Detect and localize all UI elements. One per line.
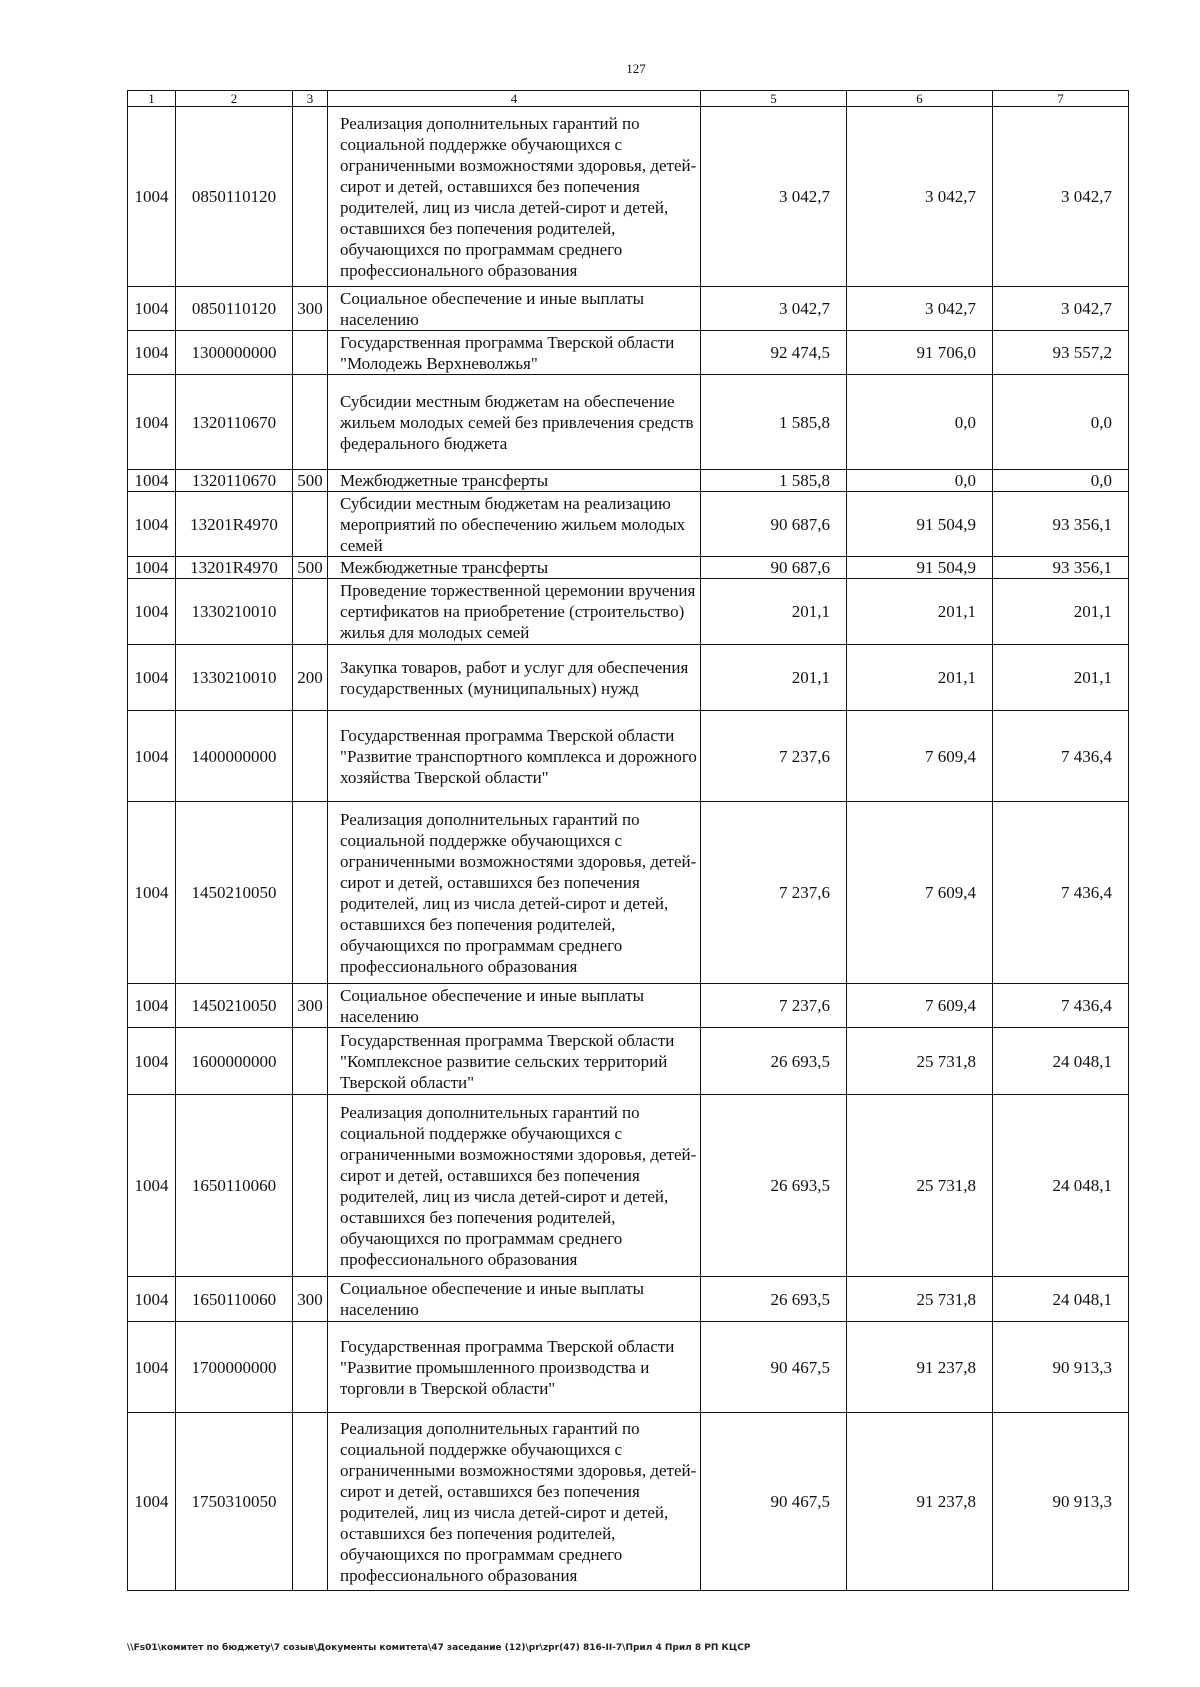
table-row <box>128 579 1129 645</box>
amount-year-1: 3 042,7 <box>701 107 847 287</box>
amount-year-1: 201,1 <box>701 579 847 645</box>
amount-year-2: 201,1 <box>847 645 993 711</box>
expense-type-code <box>293 579 328 645</box>
expense-type-code <box>293 1322 328 1413</box>
table-row <box>128 1095 1129 1277</box>
amount-year-3: 90 913,3 <box>993 1322 1129 1413</box>
table-row <box>128 375 1129 470</box>
column-header: 5 <box>701 91 847 107</box>
item-name: Государственная программа Тверской области "Комплексное развитие сельских территорий Тверской области" <box>328 1028 701 1095</box>
item-name: Закупка товаров, работ и услуг для обеспечения государственных (муниципальных) нужд <box>328 645 701 711</box>
table-row <box>128 802 1129 984</box>
expense-type-code <box>293 492 328 557</box>
page-number: 127 <box>626 61 646 76</box>
column-header: 2 <box>176 91 293 107</box>
section-code: 1004 <box>128 1322 176 1413</box>
amount-year-3: 93 356,1 <box>993 492 1129 557</box>
item-name: Реализация дополнительных гарантий по социальной поддержке обучающихся с ограниченными возможностями здоровья, детей-сирот и детей, оставшихся без попечения родителей, лиц из числа детей-сирот и детей, оставшихся без попечения родителей, обучающихся по программам среднего профессионального образования <box>328 802 701 984</box>
amount-year-1: 26 693,5 <box>701 1095 847 1277</box>
table-row <box>128 984 1129 1028</box>
amount-year-2: 201,1 <box>847 579 993 645</box>
table-row <box>128 711 1129 802</box>
amount-year-1: 1 585,8 <box>701 470 847 492</box>
table-row <box>128 492 1129 557</box>
amount-year-2: 7 609,4 <box>847 802 993 984</box>
amount-year-1: 7 237,6 <box>701 802 847 984</box>
amount-year-3: 3 042,7 <box>993 107 1129 287</box>
table-row <box>128 1028 1129 1095</box>
item-name: Межбюджетные трансферты <box>328 470 701 492</box>
item-name: Проведение торжественной церемонии вручения сертификатов на приобретение (строительство) жилья для молодых семей <box>328 579 701 645</box>
target-item-code: 0850110120 <box>176 107 293 287</box>
target-item-code: 1320110670 <box>176 470 293 492</box>
column-header: 7 <box>993 91 1129 107</box>
expense-type-code <box>293 1028 328 1095</box>
footer-file-path: \\Fs01\комитет по бюджету\7 созыв\Документы комитета\47 заседание (12)\pr\zpr(47) 816-II-7\Прил 4 Прил 8 РП КЦСР <box>127 1643 751 1653</box>
expense-type-code: 500 <box>293 557 328 579</box>
amount-year-1: 26 693,5 <box>701 1277 847 1322</box>
item-name: Реализация дополнительных гарантий по социальной поддержке обучающихся с ограниченными возможностями здоровья, детей-сирот и детей, оставшихся без попечения родителей, лиц из числа детей-сирот и детей, оставшихся без попечения родителей, обучающихся по программам среднего профессионального образования <box>328 1413 701 1591</box>
amount-year-1: 3 042,7 <box>701 287 847 331</box>
amount-year-3: 0,0 <box>993 375 1129 470</box>
amount-year-1: 201,1 <box>701 645 847 711</box>
section-code: 1004 <box>128 1095 176 1277</box>
amount-year-1: 90 687,6 <box>701 557 847 579</box>
amount-year-3: 90 913,3 <box>993 1413 1129 1591</box>
amount-year-2: 91 504,9 <box>847 492 993 557</box>
amount-year-3: 24 048,1 <box>993 1277 1129 1322</box>
target-item-code: 1330210010 <box>176 645 293 711</box>
amount-year-1: 1 585,8 <box>701 375 847 470</box>
amount-year-1: 92 474,5 <box>701 331 847 375</box>
section-code: 1004 <box>128 557 176 579</box>
section-code: 1004 <box>128 1413 176 1591</box>
amount-year-3: 7 436,4 <box>993 711 1129 802</box>
amount-year-3: 24 048,1 <box>993 1028 1129 1095</box>
item-name: Государственная программа Тверской области "Развитие промышленного производства и торговли в Тверской области" <box>328 1322 701 1413</box>
target-item-code: 1650110060 <box>176 1277 293 1322</box>
amount-year-3: 93 356,1 <box>993 557 1129 579</box>
amount-year-3: 201,1 <box>993 645 1129 711</box>
table-row <box>128 557 1129 579</box>
amount-year-3: 7 436,4 <box>993 984 1129 1028</box>
amount-year-1: 7 237,6 <box>701 984 847 1028</box>
item-name: Субсидии местным бюджетам на реализацию мероприятий по обеспечению жильем молодых семей <box>328 492 701 557</box>
expense-type-code: 500 <box>293 470 328 492</box>
item-name: Субсидии местным бюджетам на обеспечение жильем молодых семей без привлечения средств федерального бюджета <box>328 375 701 470</box>
amount-year-1: 7 237,6 <box>701 711 847 802</box>
table-row <box>128 470 1129 492</box>
amount-year-2: 7 609,4 <box>847 711 993 802</box>
amount-year-2: 91 237,8 <box>847 1322 993 1413</box>
target-item-code: 1650110060 <box>176 1095 293 1277</box>
target-item-code: 1450210050 <box>176 984 293 1028</box>
section-code: 1004 <box>128 107 176 287</box>
section-code: 1004 <box>128 470 176 492</box>
expense-type-code <box>293 1095 328 1277</box>
column-header: 6 <box>847 91 993 107</box>
item-name: Межбюджетные трансферты <box>328 557 701 579</box>
amount-year-2: 0,0 <box>847 375 993 470</box>
amount-year-2: 0,0 <box>847 470 993 492</box>
section-code: 1004 <box>128 1028 176 1095</box>
section-code: 1004 <box>128 1277 176 1322</box>
section-code: 1004 <box>128 645 176 711</box>
column-header: 1 <box>128 91 176 107</box>
amount-year-1: 26 693,5 <box>701 1028 847 1095</box>
table-row <box>128 107 1129 287</box>
target-item-code: 1320110670 <box>176 375 293 470</box>
amount-year-2: 25 731,8 <box>847 1028 993 1095</box>
expense-type-code: 300 <box>293 1277 328 1322</box>
amount-year-1: 90 467,5 <box>701 1322 847 1413</box>
item-name: Государственная программа Тверской области "Развитие транспортного комплекса и дорожного хозяйства Тверской области" <box>328 711 701 802</box>
item-name: Социальное обеспечение и иные выплаты населению <box>328 984 701 1028</box>
amount-year-2: 25 731,8 <box>847 1277 993 1322</box>
amount-year-2: 91 237,8 <box>847 1413 993 1591</box>
expense-type-code <box>293 802 328 984</box>
target-item-code: 1600000000 <box>176 1028 293 1095</box>
table-row <box>128 1322 1129 1413</box>
section-code: 1004 <box>128 711 176 802</box>
column-header: 4 <box>328 91 701 107</box>
section-code: 1004 <box>128 287 176 331</box>
target-item-code: 0850110120 <box>176 287 293 331</box>
section-code: 1004 <box>128 984 176 1028</box>
target-item-code: 1700000000 <box>176 1322 293 1413</box>
budget-table <box>127 90 1129 1591</box>
column-number-header <box>128 91 1129 107</box>
section-code: 1004 <box>128 331 176 375</box>
item-name: Реализация дополнительных гарантий по социальной поддержке обучающихся с ограниченными возможностями здоровья, детей-сирот и детей, оставшихся без попечения родителей, лиц из числа детей-сирот и детей, оставшихся без попечения родителей, обучающихся по программам среднего профессионального образования <box>328 107 701 287</box>
target-item-code: 13201R4970 <box>176 492 293 557</box>
table-row <box>128 1277 1129 1322</box>
amount-year-2: 25 731,8 <box>847 1095 993 1277</box>
table-row <box>128 287 1129 331</box>
amount-year-1: 90 687,6 <box>701 492 847 557</box>
amount-year-1: 90 467,5 <box>701 1413 847 1591</box>
amount-year-2: 91 504,9 <box>847 557 993 579</box>
target-item-code: 1450210050 <box>176 802 293 984</box>
column-header: 3 <box>293 91 328 107</box>
section-code: 1004 <box>128 802 176 984</box>
amount-year-2: 91 706,0 <box>847 331 993 375</box>
amount-year-3: 0,0 <box>993 470 1129 492</box>
expense-type-code <box>293 331 328 375</box>
item-name: Социальное обеспечение и иные выплаты населению <box>328 1277 701 1322</box>
amount-year-2: 7 609,4 <box>847 984 993 1028</box>
expense-type-code <box>293 375 328 470</box>
table-row <box>128 645 1129 711</box>
amount-year-2: 3 042,7 <box>847 287 993 331</box>
item-name: Государственная программа Тверской области "Молодежь Верхневолжья" <box>328 331 701 375</box>
item-name: Социальное обеспечение и иные выплаты населению <box>328 287 701 331</box>
table-row <box>128 331 1129 375</box>
amount-year-3: 3 042,7 <box>993 287 1129 331</box>
target-item-code: 1330210010 <box>176 579 293 645</box>
amount-year-3: 7 436,4 <box>993 802 1129 984</box>
amount-year-3: 24 048,1 <box>993 1095 1129 1277</box>
expense-type-code <box>293 711 328 802</box>
amount-year-2: 3 042,7 <box>847 107 993 287</box>
table-row <box>128 1413 1129 1591</box>
expense-type-code: 200 <box>293 645 328 711</box>
target-item-code: 1300000000 <box>176 331 293 375</box>
expense-type-code <box>293 1413 328 1591</box>
amount-year-3: 93 557,2 <box>993 331 1129 375</box>
section-code: 1004 <box>128 375 176 470</box>
section-code: 1004 <box>128 492 176 557</box>
target-item-code: 1400000000 <box>176 711 293 802</box>
amount-year-3: 201,1 <box>993 579 1129 645</box>
expense-type-code <box>293 107 328 287</box>
expense-type-code: 300 <box>293 287 328 331</box>
expense-type-code: 300 <box>293 984 328 1028</box>
item-name: Реализация дополнительных гарантий по социальной поддержке обучающихся с ограниченными возможностями здоровья, детей-сирот и детей, оставшихся без попечения родителей, лиц из числа детей-сирот и детей, оставшихся без попечения родителей, обучающихся по программам среднего профессионального образования <box>328 1095 701 1277</box>
target-item-code: 1750310050 <box>176 1413 293 1591</box>
section-code: 1004 <box>128 579 176 645</box>
target-item-code: 13201R4970 <box>176 557 293 579</box>
